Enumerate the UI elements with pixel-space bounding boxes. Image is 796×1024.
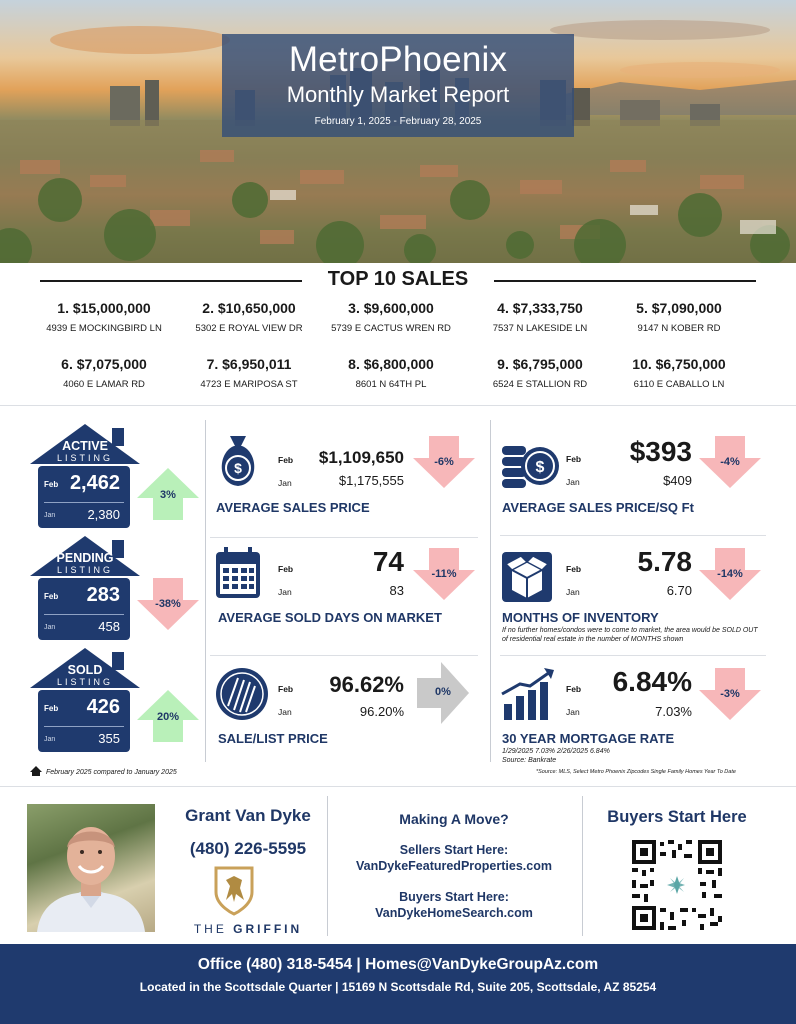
sale-address: 4939 E MOCKINGBIRD LN	[46, 323, 162, 334]
jan-label: Jan	[278, 707, 292, 717]
feb-label: Feb	[44, 592, 59, 601]
jan-value: 83	[389, 583, 404, 598]
pending-change-down-arrow	[135, 576, 201, 632]
listing-label: ACTIVE	[62, 439, 108, 453]
separator	[44, 614, 124, 615]
column-divider	[205, 420, 206, 762]
metric-title: MONTHS OF INVENTORY	[502, 610, 659, 625]
svg-text:$: $	[535, 459, 545, 476]
buyers-heading: Buyers Start Here	[607, 808, 747, 826]
agent-phone[interactable]: (480) 226-5595	[189, 839, 307, 858]
feb-label: Feb	[44, 704, 59, 713]
brand-prefix: THE	[193, 922, 227, 936]
jan-value: $409	[663, 473, 692, 488]
avg-sqft-down-arrow	[697, 434, 763, 490]
feb-value: 5.78	[637, 546, 692, 577]
sale-address: 5302 E ROYAL VIEW DR	[195, 323, 303, 334]
feb-value: 2,462	[69, 472, 120, 494]
listing-counts	[38, 466, 130, 528]
feb-label: Feb	[566, 454, 582, 464]
change-value: 0%	[435, 686, 451, 698]
box-icon	[500, 546, 556, 606]
sellers-label: Sellers Start Here:	[399, 843, 509, 857]
sale-list-neutral-arrow	[415, 660, 471, 726]
listing-label: PENDING	[56, 551, 114, 565]
sold-listing-card	[28, 646, 142, 754]
listing-sublabel: LISTING	[56, 677, 113, 687]
feb-label: Feb	[278, 455, 294, 465]
sale-address: 4723 E MARIPOSA ST	[200, 379, 298, 390]
row-divider	[500, 655, 766, 656]
listing-sublabel: LISTING	[56, 565, 113, 575]
footer-contact[interactable]: Office (480) 318-5454 | Homes@VanDykeGroupAz.com	[197, 956, 599, 973]
sale-price: 9. $6,795,000	[497, 356, 583, 372]
jan-label: Jan	[278, 478, 292, 488]
comparison-text: February 2025 compared to January 2025	[46, 769, 177, 776]
top-sale-7	[174, 356, 324, 390]
top-sale-9	[465, 356, 615, 390]
feb-value: 96.62%	[329, 672, 404, 697]
agent-name: Grant Van Dyke	[185, 806, 311, 825]
hero-banner	[0, 0, 796, 263]
agent-photo	[27, 804, 155, 932]
column-divider	[327, 796, 328, 936]
sale-price: 8. $6,800,000	[348, 356, 434, 372]
calendar-icon	[214, 546, 262, 602]
top-sales-title: TOP 10 SALES	[327, 268, 469, 290]
metric-title: SALE/LIST PRICE	[218, 731, 328, 746]
jan-label: Jan	[566, 477, 580, 487]
jan-label: Jan	[278, 587, 292, 597]
jan-label: Jan	[44, 736, 56, 743]
mortgage-down-arrow	[697, 666, 763, 722]
section-divider	[0, 786, 796, 787]
metric-title: 30 YEAR MORTGAGE RATE	[502, 731, 675, 746]
feb-value: 74	[372, 546, 404, 577]
top-sale-8	[316, 356, 466, 390]
sale-address: 5739 E CACTUS WREN RD	[331, 323, 451, 334]
qr-code-icon[interactable]	[630, 838, 724, 932]
footer-address: Located in the Scottsdale Quarter | 15169 N Scottsdale Rd, Suite 205, Scottsdale, AZ 85254	[139, 980, 657, 994]
jan-label: Jan	[566, 587, 580, 597]
feb-label: Feb	[44, 480, 59, 489]
jan-label: Jan	[44, 512, 56, 519]
row-divider	[500, 535, 766, 536]
sale-price: 5. $7,090,000	[636, 300, 722, 316]
feb-value: 283	[86, 584, 120, 606]
feb-label: Feb	[566, 684, 582, 694]
sale-price: 10. $6,750,000	[632, 356, 726, 372]
feb-value: $393	[629, 436, 692, 467]
metric-title: AVERAGE SALES PRICE	[216, 500, 370, 515]
making-move-heading: Making A Move?	[399, 811, 509, 827]
jan-value: 458	[98, 619, 120, 634]
mortgage-dates-note: 1/29/2025 7.03% 2/26/2025 6.84%	[502, 748, 610, 755]
change-value: 20%	[156, 711, 180, 723]
money-bag-icon	[214, 432, 262, 488]
buyers-link[interactable]: VanDykeHomeSearch.com	[375, 906, 533, 920]
top-sale-10	[604, 356, 754, 390]
change-value: -4%	[720, 456, 740, 468]
sale-address: 6524 E STALLION RD	[492, 379, 588, 390]
feb-label: Feb	[278, 684, 294, 694]
sold-change-up-arrow	[135, 688, 201, 744]
griffin-shield-logo	[212, 866, 256, 916]
jan-value: 96.20%	[359, 704, 404, 719]
coins-icon	[500, 432, 560, 488]
section-divider	[0, 405, 796, 406]
sale-price: 4. $7,333,750	[497, 300, 583, 316]
sale-price: 6. $7,075,000	[61, 356, 147, 372]
small-house-icon	[30, 766, 42, 776]
buyers-label: Buyers Start Here:	[399, 890, 509, 904]
feb-value: 426	[86, 696, 120, 718]
comparison-footnote	[30, 766, 177, 776]
top-sale-3	[316, 300, 466, 334]
sale-price: 7. $6,950,011	[206, 356, 292, 372]
title-box	[222, 34, 574, 137]
report-title: MetroPhoenix	[288, 40, 508, 79]
brand-name: GRIFFIN	[233, 922, 303, 936]
row-divider	[210, 655, 478, 656]
growth-chart-icon	[500, 666, 556, 722]
change-value: -3%	[720, 688, 740, 700]
jan-value: 6.70	[666, 583, 692, 598]
sale-address: 9147 N KOBER RD	[637, 323, 721, 334]
report-subtitle: Monthly Market Report	[286, 82, 510, 107]
agent-portrait-image	[27, 804, 155, 932]
change-value: -11%	[431, 568, 457, 580]
jan-value: 7.03%	[655, 704, 692, 719]
jan-label: Jan	[566, 707, 580, 717]
jan-value: 2,380	[87, 507, 120, 522]
feb-value: 6.84%	[612, 666, 692, 697]
sale-price: 3. $9,600,000	[348, 300, 434, 316]
change-value: -14%	[717, 568, 743, 580]
metric-title: AVERAGE SOLD DAYS ON MARKET	[218, 610, 442, 625]
inventory-note: If no further homes/condos were to come to market, the area would be SOLD OUT of residential real estate in the number of MONTHS shown	[502, 627, 758, 643]
feb-label: Feb	[566, 564, 582, 574]
source-footnote: *Source: MLS, Select Metro Phoenix Zipcodes Single Family Homes Year To Date	[536, 769, 736, 775]
pending-listing-card	[28, 534, 142, 642]
brand-wordmark	[160, 922, 336, 936]
sale-address: 7537 N LAKESIDE LN	[492, 323, 588, 334]
sale-address: 8601 N 64TH PL	[355, 379, 427, 390]
sale-price: 2. $10,650,000	[202, 300, 296, 316]
change-value: -6%	[434, 456, 454, 468]
top-sale-4	[465, 300, 615, 334]
metric-title: AVERAGE SALES PRICE/SQ Ft	[502, 500, 694, 515]
jan-value: $1,175,555	[338, 473, 404, 488]
top-sale-2	[174, 300, 324, 334]
ratio-icon	[214, 666, 270, 722]
top-sale-1	[29, 300, 179, 334]
svg-text:$: $	[234, 460, 242, 476]
contact-footer	[0, 944, 796, 1024]
sale-address: 4060 E LAMAR RD	[63, 379, 145, 390]
feb-value: $1,109,650	[318, 448, 404, 467]
top-sales-heading	[40, 268, 756, 294]
listing-label: SOLD	[67, 663, 103, 677]
change-value: -38%	[155, 598, 181, 610]
sale-price: 1. $15,000,000	[57, 300, 151, 316]
listing-sublabel: LISTING	[56, 453, 113, 463]
jan-label: Jan	[44, 624, 56, 631]
top-sale-6	[29, 356, 179, 390]
avg-price-down-arrow	[411, 434, 477, 490]
jan-value: 355	[98, 731, 120, 746]
row-divider	[210, 537, 478, 538]
listing-counts	[38, 578, 130, 640]
top-sale-5	[604, 300, 754, 334]
sale-address: 6110 E CABALLO LN	[633, 379, 725, 390]
listing-counts	[38, 690, 130, 752]
separator	[44, 726, 124, 727]
sellers-link[interactable]: VanDykeFeaturedProperties.com	[356, 859, 552, 873]
separator	[44, 502, 124, 503]
feb-label: Feb	[278, 564, 294, 574]
days-market-down-arrow	[411, 546, 477, 602]
report-date-range: February 1, 2025 - February 28, 2025	[314, 116, 482, 127]
mortgage-source-note: Source: Bankrate	[502, 757, 557, 764]
inventory-down-arrow	[697, 546, 763, 602]
change-value: 3%	[160, 489, 176, 501]
column-divider	[490, 420, 491, 762]
active-listing-card	[28, 422, 142, 530]
active-change-up-arrow	[135, 466, 201, 522]
